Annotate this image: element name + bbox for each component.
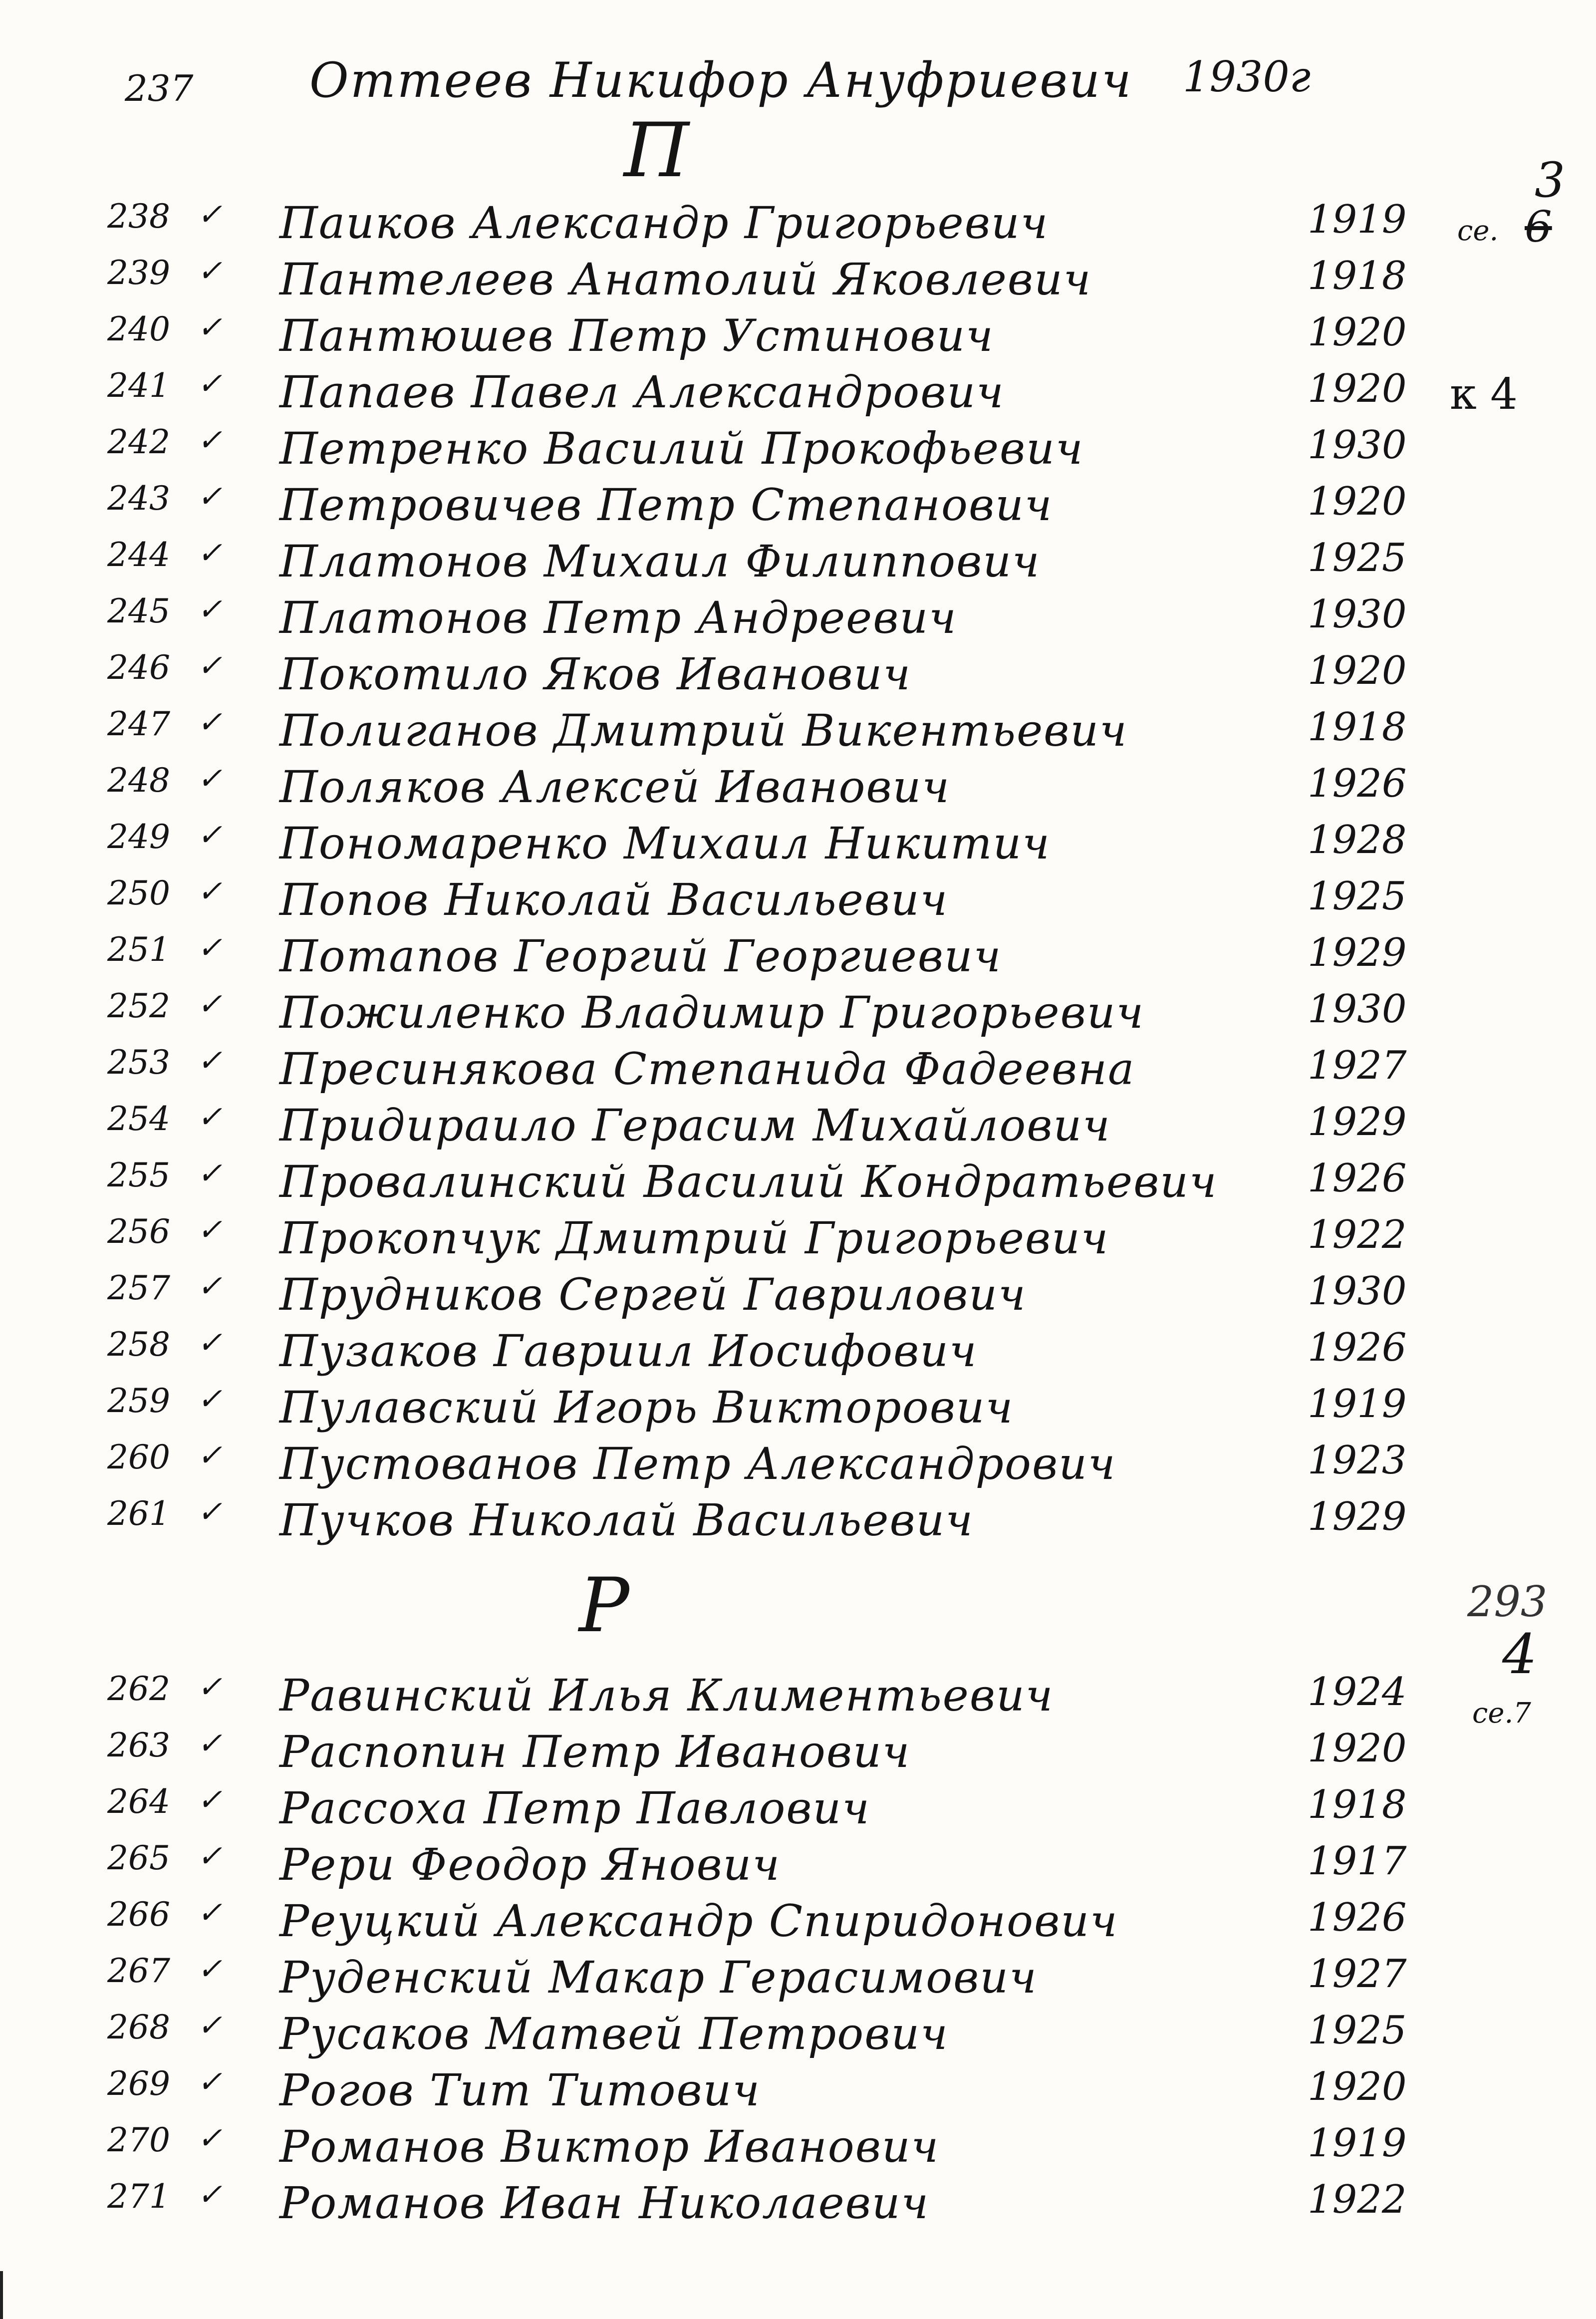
entry-number: 269 <box>107 2064 170 2103</box>
entry-name: Покотило Яков Иванович <box>279 648 912 700</box>
list-item <box>0 705 1596 755</box>
entry-number: 265 <box>107 1839 170 1877</box>
entry-year: 1927 <box>1308 1952 1407 1997</box>
entry-number: 257 <box>107 1269 170 1307</box>
check-mark: ✓ <box>197 197 223 232</box>
check-mark: ✓ <box>197 592 223 627</box>
check-mark: ✓ <box>197 2121 223 2156</box>
entry-year: 1930 <box>1308 423 1407 468</box>
entry-number: 250 <box>107 874 170 912</box>
check-mark: ✓ <box>197 1494 223 1529</box>
entry-number: 254 <box>107 1100 170 1138</box>
entry-name: Романов Виктор Иванович <box>279 2121 940 2172</box>
entry-number: 268 <box>107 2008 170 2046</box>
list-item <box>0 254 1596 303</box>
check-mark: ✓ <box>197 1043 223 1078</box>
list-item <box>0 930 1596 980</box>
list-item <box>0 1043 1596 1093</box>
check-mark: ✓ <box>197 1670 223 1705</box>
entry-year: 1925 <box>1308 2008 1407 2053</box>
check-mark: ✓ <box>197 310 223 345</box>
entry-name: Рассоха Петр Павлович <box>279 1782 870 1834</box>
entry-year: 1924 <box>1308 1670 1407 1715</box>
entry-year: 1930 <box>1308 1269 1407 1314</box>
entry-number: 255 <box>107 1156 170 1194</box>
check-mark: ✓ <box>197 1952 223 1987</box>
check-mark: ✓ <box>197 1839 223 1874</box>
entry-year: 1929 <box>1308 1100 1407 1145</box>
check-mark: ✓ <box>197 536 223 571</box>
entry-name: Провалинский Василий Кондратьевич <box>279 1156 1218 1207</box>
entry-name: Пресинякова Степанида Фадеевна <box>279 1043 1135 1095</box>
list-item <box>0 1269 1596 1319</box>
entry-number: 262 <box>107 1670 170 1708</box>
check-mark: ✓ <box>197 1382 223 1417</box>
list-item <box>0 1494 1596 1544</box>
entry-number: 248 <box>107 761 170 800</box>
entry-year: 1922 <box>1308 2177 1407 2222</box>
entry-name: Пустованов Петр Александрович <box>279 1438 1116 1489</box>
list-item <box>0 1670 1596 1720</box>
margin-k4: к 4 <box>1450 369 1518 419</box>
entry-number: 249 <box>107 818 170 856</box>
margin-count-r-2: 4 <box>1502 1622 1537 1686</box>
list-item <box>0 366 1596 416</box>
entry-year: 1919 <box>1308 2121 1407 2166</box>
entry-number: 263 <box>107 1726 170 1764</box>
entry-name: Рогов Тит Титович <box>279 2064 761 2116</box>
entry-number: 261 <box>107 1494 170 1533</box>
check-mark: ✓ <box>197 2008 223 2043</box>
check-mark: ✓ <box>197 1100 223 1135</box>
check-mark: ✓ <box>197 1269 223 1304</box>
entry-year: 1920 <box>1308 648 1407 693</box>
check-mark: ✓ <box>197 874 223 909</box>
list-item <box>0 1100 1596 1150</box>
entry-name: Пожиленко Владимир Григорьевич <box>279 987 1145 1038</box>
entry-name: Прокопчук Дмитрий Григорьевич <box>279 1212 1109 1264</box>
entry-year: 1926 <box>1308 1156 1407 1201</box>
check-mark: ✓ <box>197 818 223 853</box>
check-mark: ✓ <box>197 423 223 458</box>
list-item <box>0 197 1596 247</box>
entry-number: 243 <box>107 479 170 518</box>
entry-number: 258 <box>107 1325 170 1364</box>
check-mark: ✓ <box>197 479 223 514</box>
entry-name: Рери Феодор Янович <box>279 1839 781 1890</box>
list-item <box>0 1156 1596 1206</box>
entry-name: Пузаков Гавриил Иосифович <box>279 1325 978 1377</box>
entry-year: 1919 <box>1308 197 1407 242</box>
entry-name: Платонов Михаил Филиппович <box>279 536 1041 587</box>
list-item <box>0 1382 1596 1432</box>
entry-name: Пантюшев Петр Устинович <box>279 310 994 361</box>
entry-number: 260 <box>107 1438 170 1476</box>
entry-number: 241 <box>107 366 170 405</box>
entry-number: 264 <box>107 1782 170 1821</box>
entry-year: 1926 <box>1308 1325 1407 1370</box>
list-item <box>0 536 1596 585</box>
entry-number: 244 <box>107 536 170 574</box>
header-number: 237 <box>125 67 194 109</box>
entry-name: Полиганов Дмитрий Викентьевич <box>279 705 1128 756</box>
check-mark: ✓ <box>197 1895 223 1930</box>
entry-name: Пулавский Игорь Викторович <box>279 1382 1014 1433</box>
entry-name: Попов Николай Васильевич <box>279 874 949 925</box>
left-edge-mark <box>0 2271 3 2319</box>
check-mark: ✓ <box>197 761 223 796</box>
entry-name: Равинский Илья Климентьевич <box>279 1670 1054 1721</box>
entry-year: 1920 <box>1308 366 1407 411</box>
entry-name: Пономаренко Михаил Никитич <box>279 818 1051 869</box>
list-item <box>0 2121 1596 2171</box>
check-mark: ✓ <box>197 987 223 1022</box>
check-mark: ✓ <box>197 1782 223 1817</box>
entry-name: Папаев Павел Александрович <box>279 366 1005 418</box>
entry-year: 1928 <box>1308 818 1407 863</box>
header-name: Оттеев Никифор Ануфриевич <box>309 52 1133 108</box>
margin-abbr-p: се. <box>1457 215 1499 247</box>
check-mark: ✓ <box>197 1438 223 1473</box>
list-item <box>0 1325 1596 1375</box>
entry-name: Паиков Александр Григорьевич <box>279 197 1049 249</box>
list-item <box>0 592 1596 642</box>
check-mark: ✓ <box>197 1212 223 1247</box>
list-item <box>0 648 1596 698</box>
section-letter-p: П <box>624 107 689 194</box>
entry-name: Руденский Макар Герасимович <box>279 1952 1038 2003</box>
margin-count-r: 293 <box>1467 1577 1548 1626</box>
entry-name: Придираило Герасим Михайлович <box>279 1100 1111 1151</box>
entry-year: 1929 <box>1308 1494 1407 1539</box>
list-item <box>0 1438 1596 1488</box>
check-mark: ✓ <box>197 930 223 965</box>
entry-year: 1920 <box>1308 310 1407 355</box>
entry-number: 270 <box>107 2121 170 2159</box>
list-item <box>0 1895 1596 1945</box>
entry-number: 238 <box>107 197 170 236</box>
entry-number: 239 <box>107 254 170 292</box>
entry-number: 271 <box>107 2177 170 2216</box>
entry-number: 266 <box>107 1895 170 1934</box>
entry-name: Прудников Сергей Гаврилович <box>279 1269 1027 1320</box>
list-item <box>0 2177 1596 2227</box>
list-item <box>0 1839 1596 1889</box>
entry-year: 1918 <box>1308 1782 1407 1827</box>
entry-year: 1923 <box>1308 1438 1407 1483</box>
entry-number: 245 <box>107 592 170 630</box>
entry-number: 267 <box>107 1952 170 1990</box>
entry-year: 1926 <box>1308 1895 1407 1940</box>
list-item <box>0 1726 1596 1776</box>
check-mark: ✓ <box>197 1726 223 1761</box>
list-item <box>0 2008 1596 2058</box>
entry-number: 252 <box>107 987 170 1025</box>
check-mark: ✓ <box>197 366 223 401</box>
header-year: 1930г <box>1183 52 1311 101</box>
entry-year: 1927 <box>1308 1043 1407 1088</box>
check-mark: ✓ <box>197 2177 223 2212</box>
entry-name: Платонов Петр Андреевич <box>279 592 957 643</box>
entry-number: 256 <box>107 1212 170 1251</box>
entry-number: 247 <box>107 705 170 743</box>
entry-name: Пантелеев Анатолий Яковлевич <box>279 254 1092 305</box>
entry-name: Реуцкий Александр Спиридонович <box>279 1895 1118 1947</box>
entry-name: Распопин Петр Иванович <box>279 1726 911 1777</box>
entry-year: 1920 <box>1308 2064 1407 2109</box>
entry-number: 253 <box>107 1043 170 1082</box>
entry-year: 1929 <box>1308 930 1407 975</box>
list-item <box>0 423 1596 473</box>
list-item <box>0 987 1596 1037</box>
entry-year: 1922 <box>1308 1212 1407 1257</box>
list-item <box>0 2064 1596 2114</box>
entry-name: Пучков Николай Васильевич <box>279 1494 974 1546</box>
entry-year: 1926 <box>1308 761 1407 806</box>
check-mark: ✓ <box>197 705 223 740</box>
entry-year: 1930 <box>1308 592 1407 637</box>
entry-year: 1930 <box>1308 987 1407 1032</box>
list-item <box>0 1212 1596 1262</box>
list-item <box>0 761 1596 811</box>
check-mark: ✓ <box>197 1325 223 1360</box>
entry-number: 246 <box>107 648 170 687</box>
list-item <box>0 1952 1596 2002</box>
list-item <box>0 479 1596 529</box>
entry-name: Романов Иван Николаевич <box>279 2177 930 2229</box>
check-mark: ✓ <box>197 1156 223 1191</box>
check-mark: ✓ <box>197 648 223 683</box>
entry-number: 242 <box>107 423 170 461</box>
list-item <box>0 1782 1596 1832</box>
check-mark: ✓ <box>197 254 223 289</box>
entry-year: 1918 <box>1308 254 1407 298</box>
entry-year: 1917 <box>1308 1839 1407 1884</box>
entry-number: 240 <box>107 310 170 348</box>
entry-name: Петренко Василий Прокофьевич <box>279 423 1084 474</box>
entry-year: 1925 <box>1308 874 1407 919</box>
entry-year: 1918 <box>1308 705 1407 750</box>
entry-number: 259 <box>107 1382 170 1420</box>
entry-number: 251 <box>107 930 170 969</box>
list-item <box>0 818 1596 868</box>
margin-old-count-p: 6 <box>1525 202 1552 252</box>
margin-abbr-r: се.7 <box>1472 1697 1531 1730</box>
entry-name: Поляков Алексей Иванович <box>279 761 951 813</box>
entry-name: Петровичев Петр Степанович <box>279 479 1053 531</box>
section-letter-r: Р <box>579 1562 629 1649</box>
entry-name: Русаков Матвей Петрович <box>279 2008 949 2059</box>
entry-name: Потапов Георгий Георгиевич <box>279 930 1002 982</box>
entry-year: 1919 <box>1308 1382 1407 1427</box>
margin-count-p: 3 <box>1535 152 1566 208</box>
list-item <box>0 310 1596 360</box>
check-mark: ✓ <box>197 2064 223 2099</box>
entry-year: 1920 <box>1308 479 1407 524</box>
list-item <box>0 874 1596 924</box>
entry-year: 1925 <box>1308 536 1407 580</box>
entry-year: 1920 <box>1308 1726 1407 1771</box>
